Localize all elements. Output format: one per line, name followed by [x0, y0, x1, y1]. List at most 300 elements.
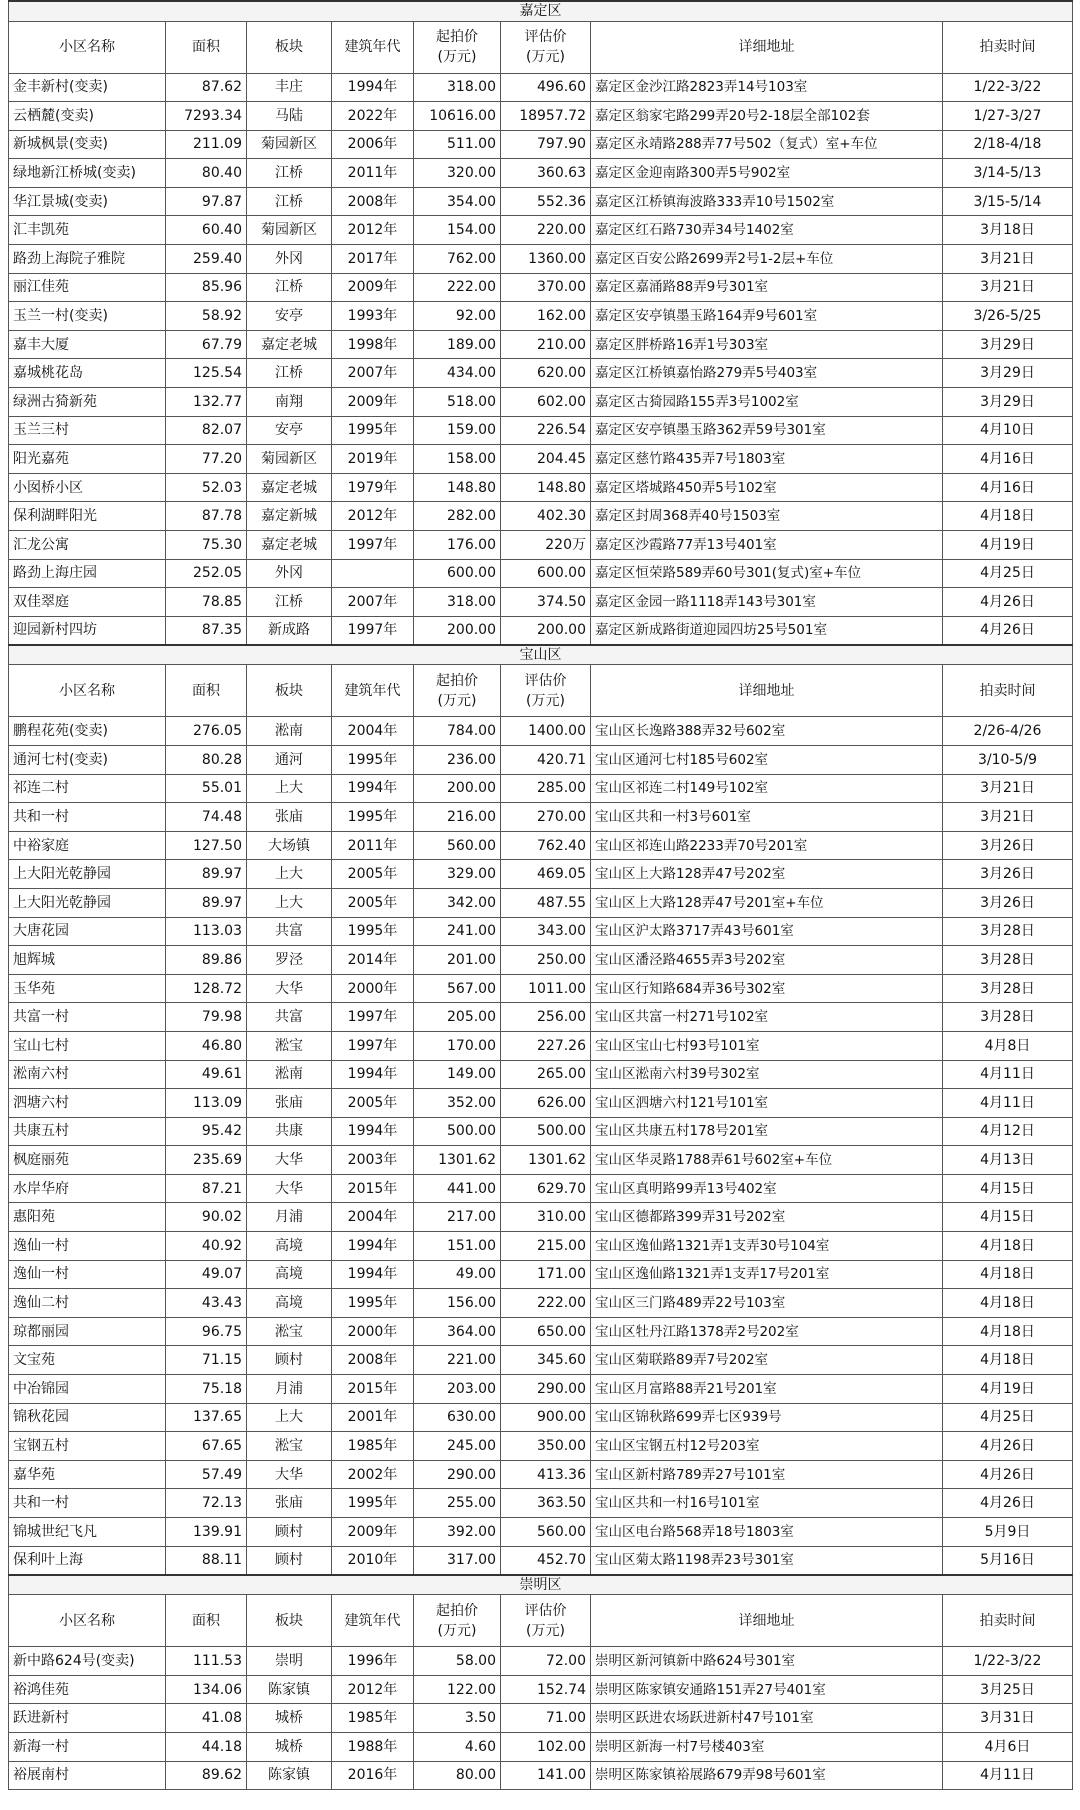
build-year-cell: 1994年 — [332, 73, 414, 102]
header-appraised-price — [501, 665, 591, 717]
build-year-cell: 2014年 — [332, 946, 414, 975]
table-row — [9, 1546, 1073, 1575]
table-row — [9, 1346, 1073, 1375]
starting-price-cell: 203.00 — [414, 1375, 501, 1404]
auction-time-cell: 3月29日 — [943, 330, 1073, 359]
table-row — [9, 330, 1073, 359]
auction-time-cell: 4月11日 — [943, 1761, 1073, 1790]
starting-price-cell: 567.00 — [414, 974, 501, 1003]
community-name-cell: 汇丰凯苑 — [9, 216, 166, 245]
header-starting-price-unit: (万元) — [437, 692, 477, 709]
block-cell: 崇明 — [247, 1647, 332, 1676]
address-cell: 宝山区牡丹江路1378弄2号202室 — [591, 1317, 943, 1346]
table-row — [9, 1732, 1073, 1761]
table-row — [9, 473, 1073, 502]
area-cell: 77.20 — [166, 445, 247, 474]
block-cell: 上大 — [247, 860, 332, 889]
block-cell: 张庙 — [247, 1489, 332, 1518]
auction-time-cell: 1/22-3/22 — [943, 73, 1073, 102]
community-name-cell: 跃进新村 — [9, 1704, 166, 1733]
block-cell: 嘉定老城 — [247, 531, 332, 560]
block-cell: 外冈 — [247, 245, 332, 274]
build-year-cell: 2002年 — [332, 1460, 414, 1489]
column-header-row — [9, 665, 1073, 717]
table-row — [9, 1704, 1073, 1733]
address-cell: 嘉定区嘉涌路88弄9号301室 — [591, 273, 943, 302]
appraised-price-cell: 285.00 — [501, 774, 591, 803]
appraised-price-cell: 162.00 — [501, 302, 591, 331]
starting-price-cell: 148.80 — [414, 473, 501, 502]
build-year-cell: 2022年 — [332, 102, 414, 131]
auction-time-cell: 1/27-3/27 — [943, 102, 1073, 131]
header-starting-price-line1: 起拍价 — [436, 1602, 478, 1619]
address-cell: 嘉定区永靖路288弄77号502（复式）室+车位 — [591, 130, 943, 159]
address-cell: 嘉定区塔城路450弄5号102室 — [591, 473, 943, 502]
area-cell: 40.92 — [166, 1232, 247, 1261]
community-name-cell: 逸仙一村 — [9, 1260, 166, 1289]
area-cell: 137.65 — [166, 1403, 247, 1432]
table-row — [9, 616, 1073, 645]
build-year-cell: 1997年 — [332, 1031, 414, 1060]
community-name-cell: 小囡桥小区 — [9, 473, 166, 502]
auction-time-cell: 4月18日 — [943, 1317, 1073, 1346]
appraised-price-cell: 204.45 — [501, 445, 591, 474]
appraised-price-cell: 374.50 — [501, 588, 591, 617]
area-cell: 127.50 — [166, 831, 247, 860]
block-cell: 江桥 — [247, 187, 332, 216]
block-cell: 共富 — [247, 1003, 332, 1032]
table-row — [9, 588, 1073, 617]
address-cell: 宝山区三门路489弄22号103室 — [591, 1289, 943, 1318]
auction-time-cell: 3月28日 — [943, 1003, 1073, 1032]
appraised-price-cell: 1400.00 — [501, 717, 591, 746]
area-cell: 89.97 — [166, 888, 247, 917]
appraised-price-cell: 350.00 — [501, 1432, 591, 1461]
build-year-cell: 1994年 — [332, 1060, 414, 1089]
community-name-cell: 共富一村 — [9, 1003, 166, 1032]
address-cell: 嘉定区慈竹路435弄7号1803室 — [591, 445, 943, 474]
appraised-price-cell: 210.00 — [501, 330, 591, 359]
appraised-price-cell: 626.00 — [501, 1089, 591, 1118]
build-year-cell: 2005年 — [332, 860, 414, 889]
block-cell: 张庙 — [247, 803, 332, 832]
auction-time-cell: 3月28日 — [943, 917, 1073, 946]
header-appraised-price-line1: 评估价 — [524, 1602, 567, 1619]
area-cell: 7293.34 — [166, 102, 247, 131]
starting-price-cell: 154.00 — [414, 216, 501, 245]
community-name-cell: 祁连二村 — [9, 774, 166, 803]
appraised-price-cell: 629.70 — [501, 1174, 591, 1203]
appraised-price-cell: 600.00 — [501, 559, 591, 588]
auction-time-cell: 3月21日 — [943, 774, 1073, 803]
appraised-price-cell: 250.00 — [501, 946, 591, 975]
table-row — [9, 1146, 1073, 1175]
header-year: 建筑年代 — [332, 1595, 414, 1647]
build-year-cell: 2004年 — [332, 1203, 414, 1232]
appraised-price-cell: 650.00 — [501, 1317, 591, 1346]
block-cell: 张庙 — [247, 1089, 332, 1118]
appraised-price-cell: 402.30 — [501, 502, 591, 531]
starting-price-cell: 500.00 — [414, 1117, 501, 1146]
starting-price-cell: 511.00 — [414, 130, 501, 159]
auction-time-cell: 4月15日 — [943, 1174, 1073, 1203]
community-name-cell: 共和一村 — [9, 803, 166, 832]
address-cell: 宝山区真明路99弄13号402室 — [591, 1174, 943, 1203]
build-year-cell: 1995年 — [332, 416, 414, 445]
build-year-cell: 2011年 — [332, 831, 414, 860]
table-row — [9, 774, 1073, 803]
auction-time-cell: 5月9日 — [943, 1518, 1073, 1547]
community-name-cell: 新城枫景(变卖) — [9, 130, 166, 159]
table-row — [9, 1117, 1073, 1146]
address-cell: 宝山区共康五村178号201室 — [591, 1117, 943, 1146]
address-cell: 宝山区德都路399弄31号202室 — [591, 1203, 943, 1232]
starting-price-cell: 364.00 — [414, 1317, 501, 1346]
area-cell: 74.48 — [166, 803, 247, 832]
area-cell: 132.77 — [166, 388, 247, 417]
community-name-cell: 泗塘六村 — [9, 1089, 166, 1118]
table-row — [9, 1174, 1073, 1203]
table-row — [9, 917, 1073, 946]
header-appraised-price — [501, 1595, 591, 1647]
auction-time-cell: 2/26-4/26 — [943, 717, 1073, 746]
auction-time-cell: 4月12日 — [943, 1117, 1073, 1146]
block-cell: 顾村 — [247, 1518, 332, 1547]
table-row — [9, 1003, 1073, 1032]
build-year-cell: 2008年 — [332, 1346, 414, 1375]
block-cell: 淞南 — [247, 717, 332, 746]
auction-table — [8, 0, 1073, 1790]
header-area: 面积 — [166, 21, 247, 73]
block-cell: 淞南 — [247, 1060, 332, 1089]
build-year-cell: 2015年 — [332, 1174, 414, 1203]
appraised-price-cell: 141.00 — [501, 1761, 591, 1790]
community-name-cell: 嘉华苑 — [9, 1460, 166, 1489]
community-name-cell: 玉华苑 — [9, 974, 166, 1003]
starting-price-cell: 1301.62 — [414, 1146, 501, 1175]
address-cell: 嘉定区胖桥路16弄1号303室 — [591, 330, 943, 359]
table-row — [9, 1403, 1073, 1432]
community-name-cell: 新中路624号(变卖) — [9, 1647, 166, 1676]
auction-time-cell: 3/10-5/9 — [943, 745, 1073, 774]
community-name-cell: 大唐花园 — [9, 917, 166, 946]
block-cell: 淞宝 — [247, 1317, 332, 1346]
community-name-cell: 路劲上海庄园 — [9, 559, 166, 588]
appraised-price-cell: 148.80 — [501, 473, 591, 502]
district-title: 嘉定区 — [9, 1, 1073, 21]
auction-time-cell: 4月11日 — [943, 1060, 1073, 1089]
header-auction-time: 拍卖时间 — [943, 1595, 1073, 1647]
table-row — [9, 1647, 1073, 1676]
build-year-cell: 1998年 — [332, 330, 414, 359]
starting-price-cell: 156.00 — [414, 1289, 501, 1318]
starting-price-cell: 80.00 — [414, 1761, 501, 1790]
appraised-price-cell: 220万 — [501, 531, 591, 560]
build-year-cell: 2009年 — [332, 388, 414, 417]
address-cell: 宝山区沪太路3717弄43号601室 — [591, 917, 943, 946]
starting-price-cell: 320.00 — [414, 159, 501, 188]
auction-time-cell: 4月8日 — [943, 1031, 1073, 1060]
district-header-row — [9, 645, 1073, 665]
area-cell: 55.01 — [166, 774, 247, 803]
community-name-cell: 上大阳光乾静园 — [9, 888, 166, 917]
block-cell: 陈家镇 — [247, 1675, 332, 1704]
header-starting-price — [414, 1595, 501, 1647]
build-year-cell: 2011年 — [332, 159, 414, 188]
address-cell: 宝山区逸仙路1321弄1支弄17号201室 — [591, 1260, 943, 1289]
header-auction-time: 拍卖时间 — [943, 21, 1073, 73]
block-cell: 大华 — [247, 1174, 332, 1203]
table-row — [9, 1232, 1073, 1261]
column-header-row — [9, 1595, 1073, 1647]
community-name-cell: 双佳翠庭 — [9, 588, 166, 617]
address-cell: 宝山区宝钢五村12号203室 — [591, 1432, 943, 1461]
area-cell: 58.92 — [166, 302, 247, 331]
block-cell: 共康 — [247, 1117, 332, 1146]
appraised-price-cell: 500.00 — [501, 1117, 591, 1146]
header-address: 详细地址 — [591, 21, 943, 73]
starting-price-cell: 434.00 — [414, 359, 501, 388]
build-year-cell: 1997年 — [332, 616, 414, 645]
auction-time-cell: 4月25日 — [943, 1403, 1073, 1432]
starting-price-cell: 560.00 — [414, 831, 501, 860]
community-name-cell: 琼都丽园 — [9, 1317, 166, 1346]
auction-time-cell: 4月11日 — [943, 1089, 1073, 1118]
address-cell: 崇明区陈家镇安通路151弄27号401室 — [591, 1675, 943, 1704]
starting-price-cell: 200.00 — [414, 774, 501, 803]
auction-time-cell: 3月29日 — [943, 388, 1073, 417]
auction-time-cell: 4月18日 — [943, 1346, 1073, 1375]
build-year-cell: 2012年 — [332, 1675, 414, 1704]
community-name-cell: 鹏程花苑(变卖) — [9, 717, 166, 746]
build-year-cell: 2000年 — [332, 1317, 414, 1346]
address-cell: 宝山区行知路684弄36号302室 — [591, 974, 943, 1003]
header-starting-price — [414, 665, 501, 717]
auction-time-cell: 4月26日 — [943, 588, 1073, 617]
table-row — [9, 559, 1073, 588]
auction-time-cell: 4月26日 — [943, 1432, 1073, 1461]
appraised-price-cell: 552.36 — [501, 187, 591, 216]
address-cell: 崇明区陈家镇裕展路679弄98号601室 — [591, 1761, 943, 1790]
header-name: 小区名称 — [9, 21, 166, 73]
area-cell: 44.18 — [166, 1732, 247, 1761]
auction-table-body — [9, 1, 1073, 1790]
community-name-cell: 淞南六村 — [9, 1060, 166, 1089]
area-cell: 111.53 — [166, 1647, 247, 1676]
address-cell: 宝山区共和一村3号601室 — [591, 803, 943, 832]
table-row — [9, 1060, 1073, 1089]
header-area: 面积 — [166, 665, 247, 717]
starting-price-cell: 122.00 — [414, 1675, 501, 1704]
address-cell: 嘉定区封周368弄40号1503室 — [591, 502, 943, 531]
address-cell: 嘉定区沙霞路77弄13号401室 — [591, 531, 943, 560]
build-year-cell: 1996年 — [332, 1647, 414, 1676]
table-row — [9, 273, 1073, 302]
header-appraised-price-unit: (万元) — [526, 49, 565, 65]
starting-price-cell: 49.00 — [414, 1260, 501, 1289]
build-year-cell: 2016年 — [332, 1761, 414, 1790]
block-cell: 菊园新区 — [247, 216, 332, 245]
header-address: 详细地址 — [591, 665, 943, 717]
area-cell: 75.18 — [166, 1375, 247, 1404]
starting-price-cell: 158.00 — [414, 445, 501, 474]
area-cell: 87.78 — [166, 502, 247, 531]
table-row — [9, 216, 1073, 245]
block-cell: 丰庄 — [247, 73, 332, 102]
appraised-price-cell: 345.60 — [501, 1346, 591, 1375]
starting-price-cell: 318.00 — [414, 588, 501, 617]
community-name-cell: 保利叶上海 — [9, 1546, 166, 1575]
header-year: 建筑年代 — [332, 21, 414, 73]
appraised-price-cell: 310.00 — [501, 1203, 591, 1232]
starting-price-cell: 441.00 — [414, 1174, 501, 1203]
community-name-cell: 云栖麓(变卖) — [9, 102, 166, 131]
starting-price-cell: 762.00 — [414, 245, 501, 274]
area-cell: 82.07 — [166, 416, 247, 445]
address-cell: 宝山区淞南六村39号302室 — [591, 1060, 943, 1089]
starting-price-cell: 149.00 — [414, 1060, 501, 1089]
auction-time-cell: 3月21日 — [943, 273, 1073, 302]
district-header-row — [9, 1, 1073, 21]
header-appraised-price-unit: (万元) — [526, 1622, 565, 1639]
header-address: 详细地址 — [591, 1595, 943, 1647]
starting-price-cell: 630.00 — [414, 1403, 501, 1432]
community-name-cell: 丽江佳苑 — [9, 273, 166, 302]
community-name-cell: 文宝苑 — [9, 1346, 166, 1375]
block-cell: 嘉定老城 — [247, 330, 332, 359]
area-cell: 211.09 — [166, 130, 247, 159]
block-cell: 江桥 — [247, 159, 332, 188]
appraised-price-cell: 363.50 — [501, 1489, 591, 1518]
starting-price-cell: 282.00 — [414, 502, 501, 531]
auction-time-cell: 3/26-5/25 — [943, 302, 1073, 331]
build-year-cell: 2001年 — [332, 1403, 414, 1432]
block-cell: 高境 — [247, 1232, 332, 1261]
address-cell: 崇明区跃进农场跃进新村47号101室 — [591, 1704, 943, 1733]
appraised-price-cell: 560.00 — [501, 1518, 591, 1547]
address-cell: 宝山区上大路128弄47号201室+车位 — [591, 888, 943, 917]
build-year-cell: 1985年 — [332, 1704, 414, 1733]
starting-price-cell: 170.00 — [414, 1031, 501, 1060]
build-year-cell: 2003年 — [332, 1146, 414, 1175]
block-cell: 嘉定老城 — [247, 473, 332, 502]
header-block: 板块 — [247, 665, 332, 717]
table-row — [9, 860, 1073, 889]
header-appraised-price — [501, 21, 591, 73]
community-name-cell: 共康五村 — [9, 1117, 166, 1146]
district-header-row — [9, 1575, 1073, 1595]
block-cell: 江桥 — [247, 588, 332, 617]
auction-time-cell: 3月26日 — [943, 888, 1073, 917]
community-name-cell: 嘉城桃花岛 — [9, 359, 166, 388]
starting-price-cell: 352.00 — [414, 1089, 501, 1118]
header-starting-price-line1: 起拍价 — [436, 29, 478, 45]
address-cell: 嘉定区金园一路1118弄143号301室 — [591, 588, 943, 617]
community-name-cell: 裕展南村 — [9, 1761, 166, 1790]
address-cell: 嘉定区金迎南路300弄5号902室 — [591, 159, 943, 188]
column-header-row — [9, 21, 1073, 73]
community-name-cell: 水岸华府 — [9, 1174, 166, 1203]
area-cell: 113.03 — [166, 917, 247, 946]
area-cell: 52.03 — [166, 473, 247, 502]
community-name-cell: 宝山七村 — [9, 1031, 166, 1060]
auction-time-cell: 4月15日 — [943, 1203, 1073, 1232]
table-row — [9, 245, 1073, 274]
table-row — [9, 1375, 1073, 1404]
build-year-cell: 2012年 — [332, 502, 414, 531]
auction-time-cell: 3月26日 — [943, 831, 1073, 860]
table-row — [9, 1260, 1073, 1289]
table-row — [9, 359, 1073, 388]
starting-price-cell: 4.60 — [414, 1732, 501, 1761]
appraised-price-cell: 72.00 — [501, 1647, 591, 1676]
starting-price-cell: 236.00 — [414, 745, 501, 774]
build-year-cell: 2005年 — [332, 1089, 414, 1118]
auction-time-cell: 4月26日 — [943, 616, 1073, 645]
table-row — [9, 1460, 1073, 1489]
address-cell: 嘉定区百安公路2699弄2号1-2层+车位 — [591, 245, 943, 274]
table-row — [9, 1031, 1073, 1060]
appraised-price-cell: 360.63 — [501, 159, 591, 188]
starting-price-cell: 518.00 — [414, 388, 501, 417]
starting-price-cell: 221.00 — [414, 1346, 501, 1375]
area-cell: 71.15 — [166, 1346, 247, 1375]
header-starting-price-unit: (万元) — [437, 49, 477, 65]
build-year-cell: 1993年 — [332, 302, 414, 331]
appraised-price-cell: 222.00 — [501, 1289, 591, 1318]
block-cell: 罗泾 — [247, 946, 332, 975]
table-row — [9, 1675, 1073, 1704]
address-cell: 嘉定区安亭镇墨玉路164弄9号601室 — [591, 302, 943, 331]
area-cell: 87.35 — [166, 616, 247, 645]
build-year-cell: 1994年 — [332, 1117, 414, 1146]
area-cell: 41.08 — [166, 1704, 247, 1733]
block-cell: 新成路 — [247, 616, 332, 645]
build-year-cell: 2004年 — [332, 717, 414, 746]
auction-time-cell: 4月19日 — [943, 531, 1073, 560]
auction-time-cell: 3月28日 — [943, 974, 1073, 1003]
table-row — [9, 1761, 1073, 1790]
address-cell: 宝山区祁连二村149号102室 — [591, 774, 943, 803]
header-starting-price — [414, 21, 501, 73]
area-cell: 49.07 — [166, 1260, 247, 1289]
table-row — [9, 831, 1073, 860]
block-cell: 上大 — [247, 1403, 332, 1432]
table-row — [9, 130, 1073, 159]
block-cell: 月浦 — [247, 1203, 332, 1232]
table-row — [9, 888, 1073, 917]
community-name-cell: 绿洲古猗新苑 — [9, 388, 166, 417]
community-name-cell: 锦城世纪飞凡 — [9, 1518, 166, 1547]
block-cell: 菊园新区 — [247, 130, 332, 159]
build-year-cell: 1995年 — [332, 1489, 414, 1518]
address-cell: 嘉定区古猗园路155弄3号1002室 — [591, 388, 943, 417]
community-name-cell: 保利湖畔阳光 — [9, 502, 166, 531]
community-name-cell: 阳光嘉苑 — [9, 445, 166, 474]
area-cell: 252.05 — [166, 559, 247, 588]
table-row — [9, 1203, 1073, 1232]
build-year-cell: 1997年 — [332, 531, 414, 560]
block-cell: 高境 — [247, 1260, 332, 1289]
build-year-cell: 2017年 — [332, 245, 414, 274]
community-name-cell: 逸仙二村 — [9, 1289, 166, 1318]
appraised-price-cell: 171.00 — [501, 1260, 591, 1289]
community-name-cell: 中裕家庭 — [9, 831, 166, 860]
block-cell: 上大 — [247, 774, 332, 803]
block-cell: 南翔 — [247, 388, 332, 417]
starting-price-cell: 151.00 — [414, 1232, 501, 1261]
starting-price-cell: 159.00 — [414, 416, 501, 445]
